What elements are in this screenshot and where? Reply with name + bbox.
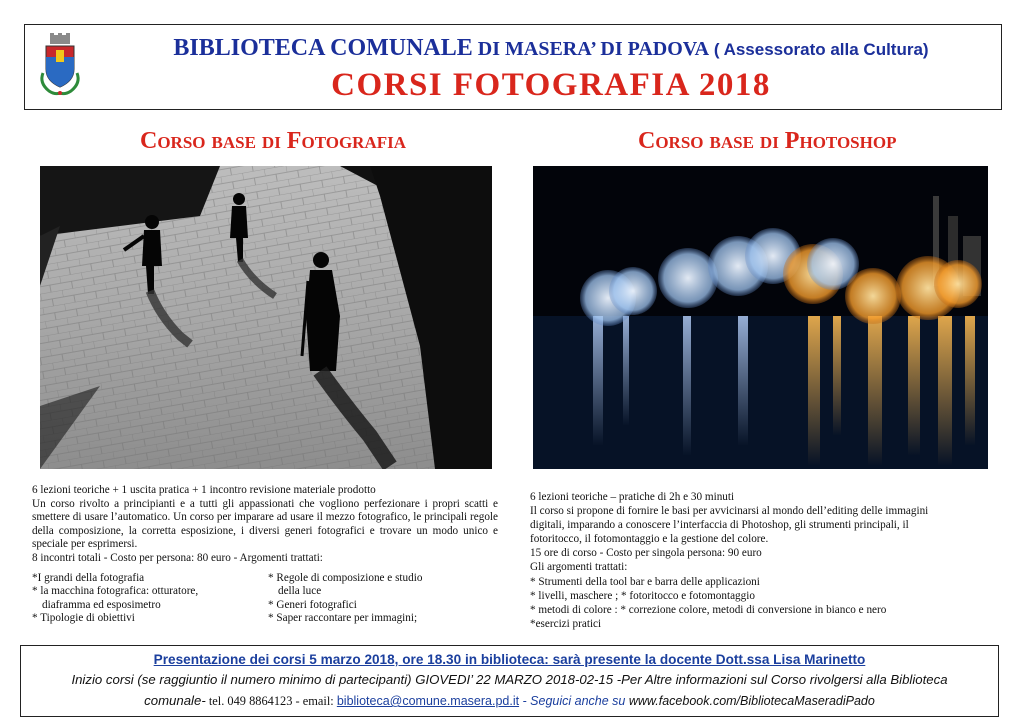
list-item: * Strumenti della tool bar e barra delle applicazioni: [530, 575, 760, 588]
list-item: * la macchina fotografica: otturatore,: [32, 585, 199, 598]
photoshop-description: [530, 490, 990, 631]
list-item: 6 lezioni teoriche – pratiche di 2h e 30 minuti: [530, 491, 735, 503]
municipal-crest-icon: [35, 33, 85, 97]
photography-topics: [32, 572, 498, 626]
list-item: digitali, imparando a conoscere l’interfaccia di Photoshop, gli strumenti principali, il: [530, 519, 909, 532]
list-item: * metodi di colore : * correzione colore, metodi di conversione in bianco e nero: [530, 603, 887, 616]
photoshop-image: [533, 166, 988, 469]
course-start-info: Inizio corsi (se raggiuntio il numero minimo di partecipanti) GIOVEDI’ 22 MARZO 2018-02-15 -Per Altre informazioni sul Corso rivolgersi alla Biblioteca: [71, 672, 948, 687]
photography-image: [40, 166, 492, 469]
contact-phone: tel. 049 8864123 - email:: [205, 694, 337, 708]
course-title-photoshop: Corso base di Photoshop: [638, 128, 897, 154]
list-item: * livelli, maschere ; * fotoritocco e fotomontaggio: [530, 589, 755, 602]
list-item: della luce: [278, 585, 322, 598]
library-department: ( Assessorato alla Cultura): [709, 40, 929, 59]
list-item: diaframma ed esposimetro: [42, 598, 161, 611]
library-location: DI MASERA’ DI PADOVA: [472, 38, 710, 60]
photography-cost: 8 incontri totali - Costo per persona: 80 euro - Argomenti trattati:: [32, 551, 323, 564]
photography-body: Un corso rivolto a principianti e a tutti gli appassionati che vogliono perfezionare i propri scatti e smettere di usare l’automatico. Un corso per imparare ad usare il mezzo fotografico, le principali regole della composizione, la corretta esposizione, i diversi generi fotografici e trovare un modo unico e speciale per esprimersi.: [32, 497, 498, 551]
list-item: * Generi fotografici: [268, 598, 357, 611]
follow-us-text: - Seguici anche su: [519, 694, 629, 708]
topics-column-2: [268, 572, 488, 626]
list-item: * Regole di composizione e studio: [268, 571, 423, 584]
presentation-announcement: Presentazione dei corsi 5 marzo 2018, ore 18.30 in biblioteca: sarà presente la docente Dott.ssa Lisa Marinetto: [153, 652, 866, 667]
list-item: fotoritocco, il fotomontaggio e la gestione del colore.: [530, 533, 769, 546]
course-title-photography: Corso base di Fotografia: [140, 128, 407, 154]
list-item: *I grandi della fotografia: [32, 571, 145, 584]
footer-box: [20, 645, 999, 717]
list-item: Il corso si propone di fornire le basi per avvicinarsi al mondo dell’editing delle immagini: [530, 505, 929, 518]
library-name: [111, 35, 991, 62]
library-name-main: BIBLIOTECA COMUNALE: [173, 35, 473, 61]
list-item: *esercizi pratici: [530, 617, 602, 630]
header-box: [24, 24, 1002, 110]
photography-intro: 6 lezioni teoriche + 1 uscita pratica + 1 incontro revisione materiale prodotto: [32, 484, 376, 496]
topics-column-1: [32, 572, 268, 626]
list-item: Gli argomenti trattati:: [530, 561, 628, 574]
list-item: 15 ore di corso - Costo per singola persona: 90 euro: [530, 547, 762, 560]
list-item: * Tipologie di obiettivi: [32, 612, 135, 625]
photography-description: [32, 484, 498, 626]
contact-comunale: comunale-: [144, 693, 206, 708]
page-title: CORSI FOTOGRAFIA 2018: [331, 67, 771, 103]
contact-line: [21, 693, 998, 709]
facebook-link[interactable]: www.facebook.com/BibliotecaMaseradiPado: [628, 694, 875, 708]
list-item: * Saper raccontare per immagini;: [268, 612, 418, 625]
email-link[interactable]: biblioteca@comune.masera.pd.it: [336, 694, 520, 708]
